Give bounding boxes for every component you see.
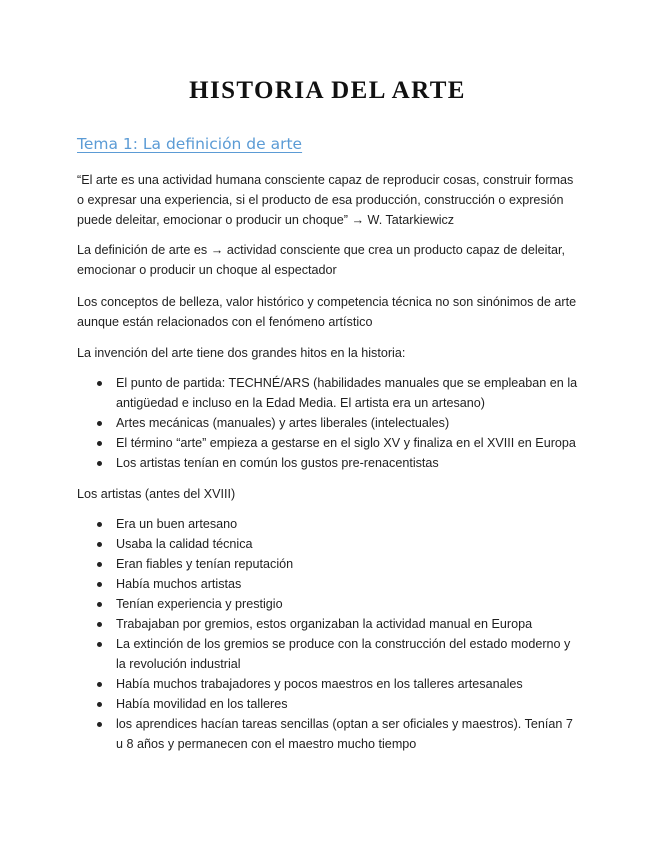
- list-item: Los artistas tenían en común los gustos pre-renacentistas: [77, 453, 582, 473]
- list-item: Trabajaban por gremios, estos organizaban la actividad manual en Europa: [77, 614, 582, 634]
- list-item: Había muchos artistas: [77, 574, 582, 594]
- quote-paragraph: “El arte es una actividad humana consciente capaz de reproducir cosas, construir formas o expresar una experiencia, si el producto de esa producción, construcción o expresión puede deleitar, emocionar o producir un choque” → W. Tatarkiewicz: [77, 173, 574, 227]
- list-item: El punto de partida: TECHNÉ/ARS (habilidades manuales que se empleaban en la antigüedad e incluso en la Edad Media. El artista era un artesano): [77, 373, 582, 413]
- invention-intro: La invención del arte tiene dos grandes hitos en la historia:: [77, 346, 406, 360]
- list-item: Era un buen artesano: [77, 514, 582, 534]
- list-item: Artes mecánicas (manuales) y artes liberales (intelectuales): [77, 413, 582, 433]
- list-item: La extinción de los gremios se produce con la construcción del estado moderno y la revolución industrial: [77, 634, 582, 674]
- section-heading[interactable]: Tema 1: La definición de arte: [77, 135, 303, 153]
- artists-intro: Los artistas (antes del XVIII): [77, 487, 236, 501]
- list-item: Tenían experiencia y prestigio: [77, 594, 582, 614]
- document-title: HISTORIA DEL ARTE: [189, 77, 466, 104]
- list-item: Había muchos trabajadores y pocos maestros en los talleres artesanales: [77, 674, 582, 694]
- list-item: Eran fiables y tenían reputación: [77, 554, 582, 574]
- invention-list: [77, 373, 582, 473]
- list-item: Usaba la calidad técnica: [77, 534, 582, 554]
- list-item: los aprendices hacían tareas sencillas (optan a ser oficiales y maestros). Tenían 7 u 8 años y permanecen con el maestro mucho tiempo: [77, 714, 582, 754]
- artists-list: [77, 514, 582, 754]
- concepts-paragraph: Los conceptos de belleza, valor histórico y competencia técnica no son sinónimos de arte aunque están relacionados con el fenómeno artístico: [77, 295, 577, 329]
- list-item: El término “arte” empieza a gestarse en el siglo XV y finaliza en el XVIII en Europa: [77, 433, 582, 453]
- list-item: Había movilidad en los talleres: [77, 694, 582, 714]
- definition-paragraph: La definición de arte es → actividad consciente que crea un producto capaz de deleitar, emocionar o producir un choque al espectador: [77, 243, 565, 277]
